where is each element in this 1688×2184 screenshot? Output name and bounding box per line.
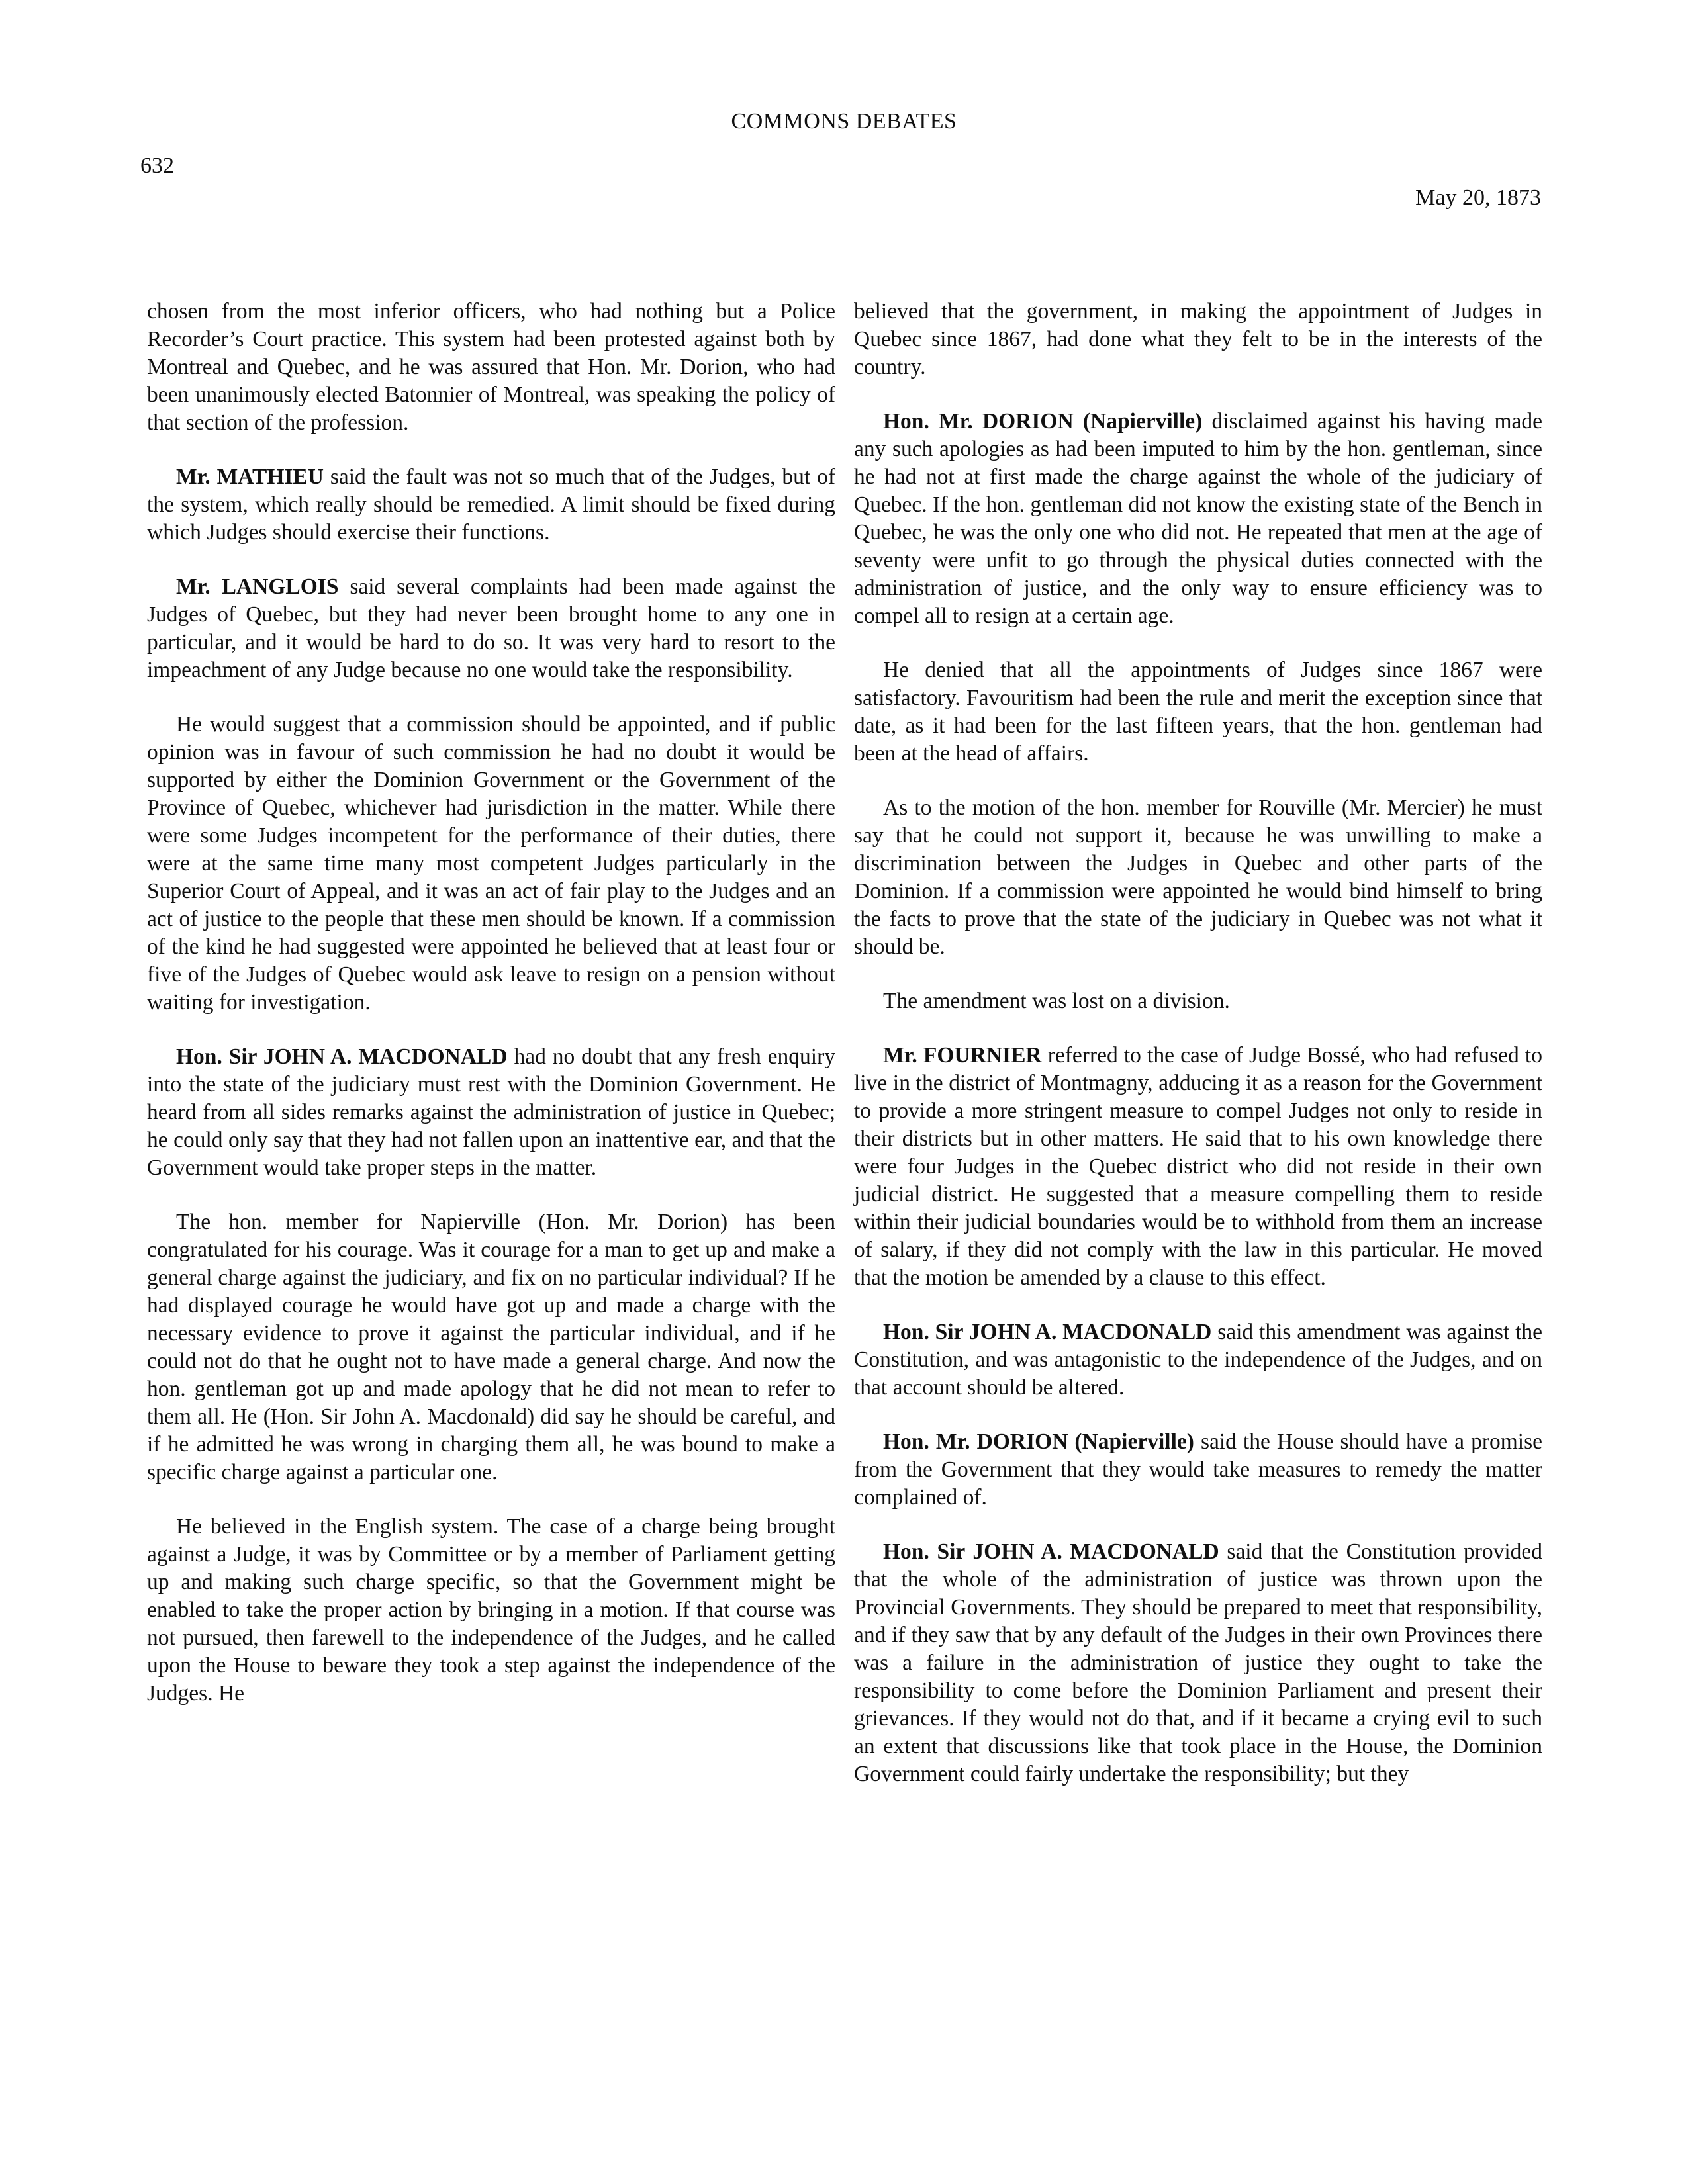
paragraph	[854, 1042, 1542, 1292]
paragraph-text: He believed in the English system. The case of a charge being brought against a Judge, it was by Committee or by a member of Parliament getting up and making such charge specific, so that the Government might be enabled to take the proper action by bringing in a motion. If that course was not pursued, then farewell to the independence of the Judges, and he called upon the House to beware they took a step against the independence of the Judges. He	[147, 1514, 835, 1706]
paragraph-text: The hon. member for Napierville (Hon. Mr. Dorion) has been congratulated for his courage. Was it courage for a man to get up and make a general charge against the judiciary, and fix on no particular individual? If he had displayed courage he would have got up and made a charge with the necessary evidence to prove it against the particular individual, and if he could not do that he ought not to have made a general charge. And now the hon. gentleman got up and made apology that he did not mean to refer to them all. He (Hon. Sir John A. Macdonald) did say he should be careful, and if he admitted he was wrong in charging them all, he was bound to make a specific charge against a particular one.	[147, 1210, 835, 1484]
right-column	[854, 298, 1542, 1788]
paragraph	[854, 794, 1542, 961]
paragraph-text: said the House should have a promise from the Government that they would take measures to remedy the matter complained of.	[854, 1430, 1542, 1510]
paragraph-text: said the fault was not so much that of the Judges, but of the system, which really should be remedied. A limit should be fixed during which Judges should exercise their functions.	[147, 465, 836, 545]
speaker-name: Hon. Sir JOHN A. MACDONALD	[176, 1044, 508, 1069]
paragraph	[854, 408, 1542, 630]
paragraph	[147, 573, 835, 684]
left-column	[147, 298, 835, 1707]
paragraph-text: had no doubt that any fresh enquiry into the state of the judiciary must rest with the Dominion Government. He heard from all sides remarks against the administration of justice in Quebec; he could only say that they had not fallen upon an inattentive ear, and that the Government would take proper steps in the matter.	[147, 1044, 836, 1180]
paragraph	[147, 711, 835, 1017]
speaker-name: Mr. FOURNIER	[883, 1043, 1042, 1068]
speaker-name: Hon. Mr. DORION (Napierville)	[883, 409, 1203, 433]
page-number: 632	[140, 154, 174, 178]
speaker-name: Hon. Sir JOHN A. MACDONALD	[883, 1539, 1219, 1564]
paragraph	[147, 1208, 835, 1486]
paragraph-text: said that the Constitution provided that the whole of the administration of justice was thrown upon the Provincial Governments. They should be prepared to meet that responsibility, and if they saw that by any default of the Judges in their own Provinces there was a failure in the administration of justice they ought to take the responsibility to come before the Dominion Parliament and present their grievances. If they would not do that, and if it became a crying evil to such an extent that discussions like that took place in the House, the Dominion Government could fairly undertake the responsibility; but they	[854, 1539, 1543, 1786]
paragraph-text: believed that the government, in making the appointment of Judges in Quebec since 1867, had done what they felt to be in the interests of the country.	[854, 299, 1542, 379]
speaker-name: Mr. LANGLOIS	[176, 574, 339, 599]
page-date: May 20, 1873	[1415, 185, 1541, 210]
paragraph-text: The amendment was lost on a division.	[883, 989, 1230, 1013]
paragraph-text: said several complaints had been made against the Judges of Quebec, but they had never been brought home to any one in particular, and it would be hard to do so. It was very hard to resort to the impeachment of any Judge because no one would take the responsibility.	[147, 574, 835, 682]
speaker-name: Hon. Sir JOHN A. MACDONALD	[883, 1320, 1212, 1344]
speaker-name: Hon. Mr. DORION (Napierville)	[883, 1430, 1194, 1454]
paragraph-text: chosen from the most inferior officers, who had nothing but a Police Recorder’s Court practice. This system had been protested against both by Montreal and Quebec, and he was assured that Hon. Mr. Dorion, who had been unanimously elected Batonnier of Montreal, was speaking the policy of that section of the profession.	[147, 299, 835, 435]
paragraph	[147, 463, 835, 547]
paragraph-text: As to the motion of the hon. member for Rouville (Mr. Mercier) he must say that he could not support it, because he was unwilling to make a discrimination between the Judges in Quebec and other parts of the Dominion. If a commission were appointed he would bind himself to bring the facts to prove that the state of the judiciary in Quebec was not what it should be.	[854, 796, 1542, 959]
paragraph	[147, 1043, 835, 1182]
paragraph	[147, 298, 835, 437]
paragraph	[854, 1428, 1542, 1512]
paragraph-text: He would suggest that a commission should be appointed, and if public opinion was in favour of such commission he had no doubt it would be supported by either the Dominion Government or the Government of the Province of Quebec, whichever had jurisdiction in the matter. While there were some Judges incompetent for the performance of their duties, there were at the same time many most competent Judges particularly in the Superior Court of Appeal, and it was an act of fair play to the Judges and an act of justice to the people that these men should be known. If a commission of the kind he had suggested were appointed he believed that at least four or five of the Judges of Quebec would ask leave to resign on a pension without waiting for investigation.	[147, 712, 835, 1015]
running-head-title: COMMONS DEBATES	[731, 109, 957, 134]
paragraph-text: disclaimed against his having made any such apologies as had been imputed to him by the hon. gentleman, since he had not at first made the charge against the whole of the judiciary of Quebec. If the hon. gentleman did not know the existing state of the Bench in Quebec, he was the only one who did not. He repeated that men at the age of seventy were unfit to go through the physical duties connected with the administration of justice, and the only way to ensure efficiency was to compel all to resign at a certain age.	[854, 409, 1542, 628]
paragraph	[147, 1513, 835, 1707]
paragraph	[854, 1318, 1542, 1402]
paragraph	[854, 657, 1542, 768]
paragraph-text: He denied that all the appointments of Judges since 1867 were satisfactory. Favouritism had been the rule and merit the exception since that date, as it had been for the last fifteen years, that the hon. gentleman had been at the head of affairs.	[854, 658, 1542, 766]
paragraph	[854, 987, 1542, 1015]
paragraph-text: referred to the case of Judge Bossé, who had refused to live in the district of Montmagny, adducing it as a reason for the Government to provide a more stringent measure to compel Judges not only to reside in their districts but in other matters. He said that to his own knowledge there were four Judges in the Quebec district who did not reside in their own judicial district. He suggested that a measure compelling them to reside within their judicial boundaries would be to withhold from them an increase of salary, if they did not comply with the law in this particular. He moved that the motion be amended by a clause to this effect.	[854, 1043, 1542, 1290]
speaker-name: Mr. MATHIEU	[176, 465, 324, 489]
paragraph	[854, 1538, 1542, 1788]
paragraph-text: said this amendment was against the Constitution, and was antagonistic to the independence of the Judges, and on that account should be altered.	[854, 1320, 1542, 1400]
paragraph	[854, 298, 1542, 381]
